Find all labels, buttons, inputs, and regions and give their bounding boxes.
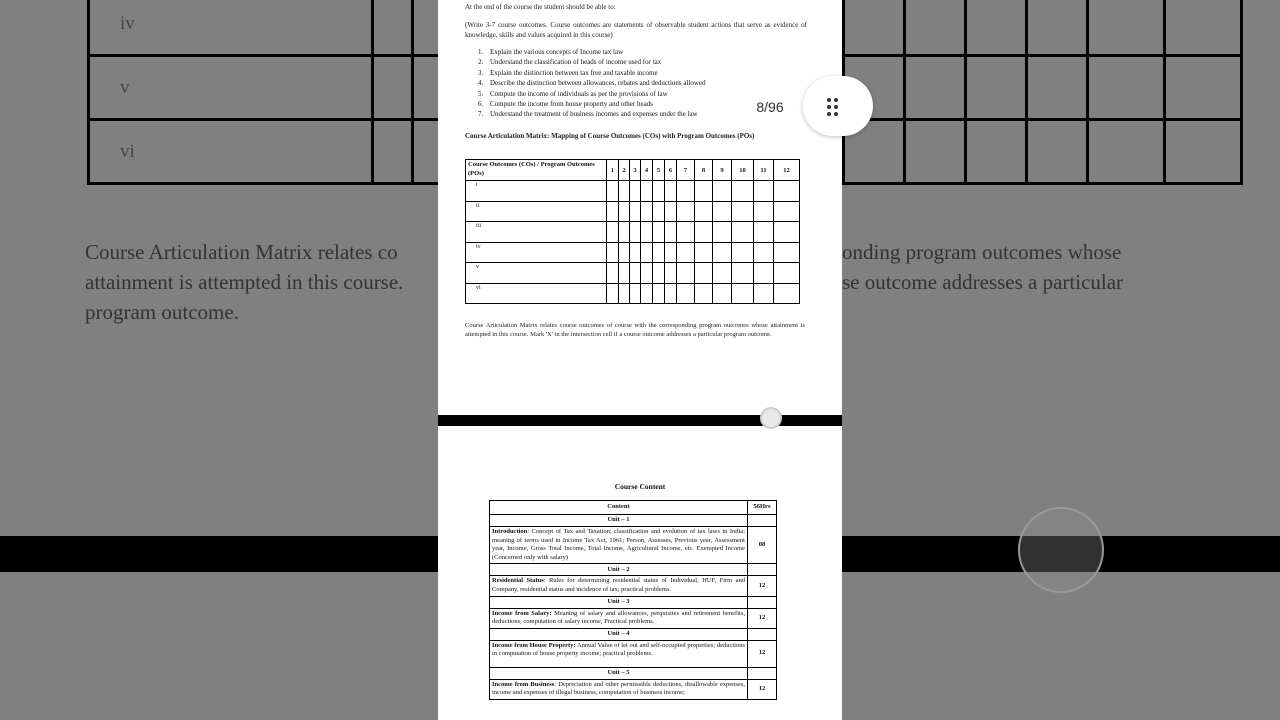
course-content-table xyxy=(489,500,777,700)
list-item: 1. Explain the various concepts of Income tax law xyxy=(478,48,624,56)
matrix-col-header: 4 xyxy=(641,160,653,181)
list-item: 6. Compute the income from house property and other heads xyxy=(478,100,653,109)
background-touch-indicator xyxy=(1018,507,1104,593)
table-row: Unit – 4 xyxy=(490,628,777,640)
table-row: vi xyxy=(466,283,800,304)
table-row: iii xyxy=(466,222,800,243)
matrix-col-header: 8 xyxy=(695,160,713,181)
pdf-page-8 xyxy=(438,0,842,415)
course-outcomes-list xyxy=(478,47,706,120)
table-row: iv xyxy=(466,242,800,263)
matrix-heading: Course Articulation Matrix: Mapping of Course Outcomes (COs) with Program Outcomes (POs) xyxy=(465,132,755,140)
table-row: Unit – 1 xyxy=(490,515,777,527)
matrix-col-header: 9 xyxy=(713,160,732,181)
hours-header: 56Hrs xyxy=(748,501,777,515)
articulation-matrix xyxy=(465,159,800,304)
list-item: 7. Understand the treatment of business incomes and expenses under the law xyxy=(478,110,698,119)
table-row: Unit – 2 xyxy=(490,564,777,576)
matrix-col-header: 2 xyxy=(619,160,630,181)
table-row: ii xyxy=(466,201,800,222)
list-item: 2. Understand the classification of heads of income used for tax xyxy=(478,58,662,67)
table-row: v xyxy=(466,263,800,284)
matrix-col-header: 6 xyxy=(665,160,677,181)
table-row: Unit – 3 xyxy=(490,596,777,608)
bg-row-label: vi xyxy=(89,120,373,184)
table-row: Residential Status: Rules for determining residential status of Individual, HUF, Firm and Company, residential status and incidence of tax; practical problems. 12 xyxy=(490,576,777,596)
matrix-description: Course Articulation Matrix relates course outcomes of course with the corresponding program outcomes whose attainment is attempted in this course. Mark 'X' in the intersection cell if a course outcome addresses a particular program outcome. xyxy=(465,322,805,339)
background-matrix-right xyxy=(842,0,1243,185)
matrix-col-header: 12 xyxy=(774,160,800,181)
table-row: Income from Business: Depreciation and other permissible deductions, disallowable expenses, income and expenses of illegal business, computation of business income; 12 xyxy=(490,679,777,699)
matrix-col-header: 7 xyxy=(677,160,695,181)
content-header: Content xyxy=(490,501,748,515)
grid-dots-icon xyxy=(827,98,841,116)
matrix-col-header: 3 xyxy=(630,160,641,181)
matrix-col-header: 11 xyxy=(754,160,774,181)
table-row xyxy=(490,501,777,515)
table-row: Introduction: Concept of Tax and Taxation; classification and evolution of tax laws in India; meaning of terms used in Income Tax Act, 1961; Person, Assesses, Previous year, Assessment year, Income, Gross Total Income, Total Income, Agricultural Income, etc. Exempted Income (Concerned only with salary) 08 xyxy=(490,527,777,564)
list-item: 3. Explain the distinction between tax free and taxable income xyxy=(478,68,658,77)
matrix-col-header: 10 xyxy=(732,160,754,181)
list-item: 4. Describe the distinction between allowances, rebates and deductions allowed xyxy=(478,79,706,88)
outcomes-note: (Write 3-7 course outcomes. Course outcomes are statements of observable student actions that serve as evidence of knowledge, skills and values acquired in this course) xyxy=(465,21,807,39)
bg-row-label: iv xyxy=(89,0,373,56)
bg-row-label: v xyxy=(89,56,373,120)
pdf-page-9 xyxy=(438,426,842,720)
background-paragraph-left: Course Articulation Matrix relates co attainment is attempted in this course. program outcome. xyxy=(85,240,404,324)
outcomes-intro: At the end of the course the student should be able to: xyxy=(465,3,616,11)
table-row: Unit – 5 xyxy=(490,667,777,679)
table-row: i xyxy=(466,181,800,202)
page-grid-button[interactable] xyxy=(803,76,873,136)
list-item: 5. Compute the income of individuals as per the provisions of law xyxy=(478,89,668,98)
scroll-handle[interactable] xyxy=(760,407,782,429)
page-number-indicator: 8/96 xyxy=(756,99,784,115)
table-row: Income from House Property: Annual Value of let out and self-occupied properties; deductions in computation of house property income; practical problems. 12 xyxy=(490,640,777,667)
background-paragraph-right: onding program outcomes whose se outcome addresses a particular xyxy=(842,240,1124,294)
matrix-col-header: 1 xyxy=(607,160,619,181)
matrix-corner-header: Course Outcomes (COs) / Program Outcomes (POs) xyxy=(466,160,607,181)
matrix-col-header: 5 xyxy=(653,160,665,181)
table-row: Income from Salary: Meaning of salary and allowances, perquisites and retirement benefits, deductions, computation of salary income, Practical problems. 12 xyxy=(490,608,777,628)
course-content-title: Course Content xyxy=(614,482,666,491)
